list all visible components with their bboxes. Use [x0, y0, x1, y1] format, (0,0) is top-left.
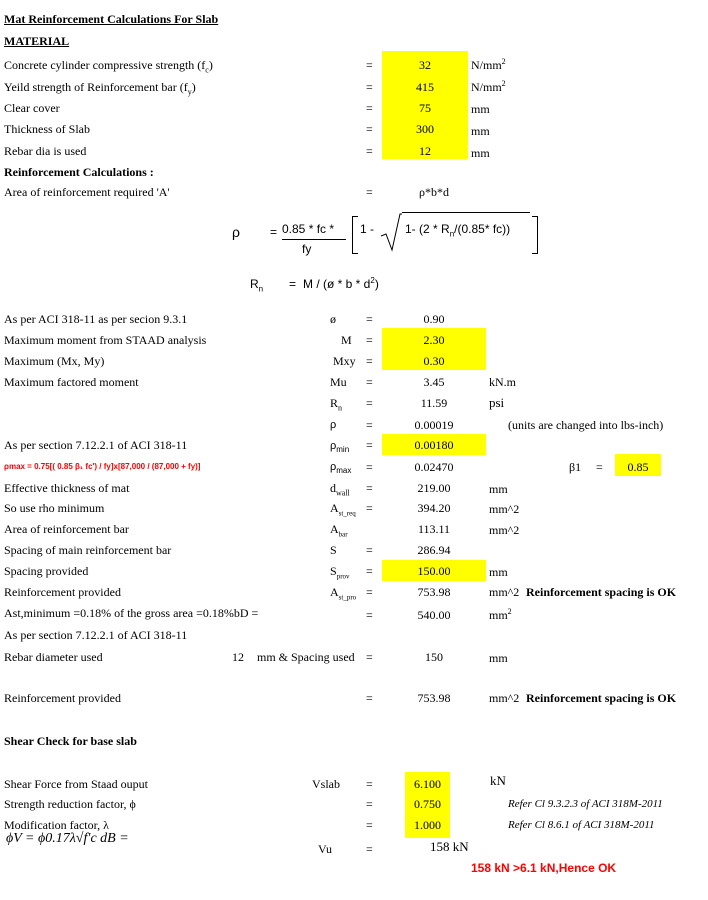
- row-value: 753.98: [417, 585, 451, 599]
- row-value: 3.45: [423, 375, 445, 389]
- vu-symbol: Vu: [318, 842, 332, 856]
- row-symbol: $\rho_{min}$: [330, 440, 350, 455]
- material-eq: =: [366, 122, 373, 136]
- shear-value: 0.750: [414, 797, 441, 811]
- row-symbol: ø: [330, 312, 336, 326]
- shear-ref: Refer Cl 9.3.2.3 of ACI 318M-2011: [508, 798, 663, 810]
- shear-value: 6.100: [414, 777, 441, 791]
- bracket-left-icon: [352, 216, 358, 254]
- rebar-used-eq: =: [366, 650, 373, 664]
- row-label: As per section 7.12.2.1 of ACI 318-11: [4, 438, 188, 452]
- conclusion: 158 kN >6.1 kN,Hence OK: [471, 861, 617, 875]
- row-eq: =: [366, 460, 373, 474]
- material-label-thickness: Thickness of Slab: [4, 122, 90, 136]
- material-eq: =: [366, 101, 373, 115]
- bracket-right-icon: [532, 216, 538, 254]
- shear-eq: =: [366, 818, 373, 832]
- rho-formula-eq: =: [270, 225, 278, 239]
- row-symbol: Mxy: [333, 354, 356, 368]
- row-unit: mm^2: [489, 585, 520, 599]
- sec7-label: As per section 7.12.2.1 of ACI 318-11: [4, 628, 188, 642]
- row-label: So use rho minimum: [4, 501, 105, 515]
- row-eq: =: [366, 375, 373, 389]
- area-req-label: Area of reinforcement required 'A': [4, 185, 170, 199]
- rho-formula: [230, 210, 550, 260]
- row-unit: mm^2: [489, 502, 520, 516]
- units-note: (units are changed into lbs-inch): [508, 418, 664, 432]
- spacing-ok-1: Reinforcement spacing is OK: [526, 585, 677, 599]
- row-eq: =: [366, 585, 373, 599]
- rho-formula-root: 1- ($2 * R_n/(0.85*$ fc)): [405, 222, 511, 239]
- row-symbol: $A_{st\_pro}$: [330, 585, 357, 602]
- beta1-value: 0.85: [627, 460, 649, 474]
- shear-symbol: Vslab: [312, 777, 340, 791]
- row-symbol: ρ: [330, 419, 337, 431]
- spacing-ok-2: Reinforcement spacing is OK: [526, 691, 677, 705]
- row-eq: =: [366, 543, 373, 557]
- row-value: 150.00: [417, 564, 451, 578]
- rn-formula-rhs: M / (ø * b * $d^2$): [303, 276, 379, 291]
- row-eq: =: [366, 354, 373, 368]
- row-eq: =: [366, 438, 373, 452]
- material-value-dia: 12: [419, 144, 431, 158]
- row-eq: =: [366, 333, 373, 347]
- row-eq: =: [366, 481, 373, 495]
- row-unit: mm: [489, 482, 508, 496]
- material-unit-thickness: mm: [471, 124, 490, 138]
- shear-label: Shear Force from Staad ouput: [4, 777, 148, 791]
- row-symbol: S: [330, 543, 337, 557]
- rho-formula-lhs: ρ: [232, 224, 240, 240]
- row-eq: =: [366, 312, 373, 326]
- row-unit: mm: [489, 565, 508, 579]
- reinf-prov2-label: Reinforcement provided: [4, 691, 121, 705]
- row-value: 394.20: [417, 501, 451, 515]
- row-value: 11.59: [420, 396, 448, 410]
- sqrt-bar: [402, 212, 530, 213]
- beta1-eq: =: [596, 460, 603, 474]
- shear-heading: Shear Check for base slab: [4, 734, 137, 748]
- shear-label: Modification factor, λ: [4, 818, 109, 832]
- row-eq: =: [366, 501, 373, 515]
- row-value: 2.30: [423, 333, 445, 347]
- row-symbol: $A_{st\_req}$: [330, 501, 356, 518]
- row-unit: psi: [489, 395, 505, 410]
- shear-label: Strength reduction factor, ϕ: [4, 797, 136, 811]
- rn-formula-lhs: $R_n$: [250, 277, 264, 294]
- material-eq: =: [366, 144, 373, 158]
- ast-min-value: 540.00: [417, 608, 451, 622]
- material-label-fc: Concrete cylinder compressive strength $(f_c)$: [4, 58, 213, 75]
- row-label: Spacing provided: [4, 564, 89, 578]
- material-value-cover: 75: [419, 101, 431, 115]
- row-label: Reinforcement provided: [4, 585, 121, 599]
- rho-formula-bracket-start: 1 -: [360, 222, 375, 236]
- ast-min-unit: $mm^2$: [489, 607, 512, 622]
- vu-value: 158 kN: [430, 839, 469, 854]
- row-label: Area of reinforcement bar: [4, 522, 129, 536]
- rho-formula-fraction-bar: [282, 239, 346, 240]
- area-req-formula: ρ*b*d: [419, 185, 449, 199]
- material-eq: =: [366, 80, 373, 94]
- material-eq: =: [366, 58, 373, 72]
- vu-eq: =: [366, 842, 373, 856]
- reinf-heading: Reinforcement Calculations :: [4, 165, 154, 179]
- row-label: As per ACI 318-11 as per secion 9.3.1: [4, 312, 188, 326]
- material-label-cover: Clear cover: [4, 101, 60, 115]
- row-unit: mm^2: [489, 523, 520, 537]
- reinf-prov2-value: 753.98: [417, 691, 451, 705]
- material-heading: MATERIAL: [4, 34, 70, 48]
- row-value: 0.30: [423, 354, 445, 368]
- beta1-label: β1: [569, 460, 582, 474]
- material-label-fy: Yeild strength of Reinforcement bar $(f_y)$: [4, 80, 196, 97]
- row-symbol: $S_{prov}$: [330, 564, 350, 581]
- rho-max-formula: ρmax = 0.75[( 0.85 β₁ fc') / fy]x[87,000 / (87,000 + fy)]: [4, 462, 201, 471]
- reinf-prov2-eq: =: [366, 691, 373, 705]
- row-symbol: $\rho_{max}$: [330, 461, 352, 476]
- row-label: Effective thickness of mat: [4, 481, 130, 495]
- row-value: 113.11: [417, 522, 451, 536]
- row-value: 0.90: [423, 312, 445, 326]
- row-value: 0.00180: [414, 438, 454, 452]
- material-unit-fc: $N/mm^2$: [471, 57, 506, 72]
- row-symbol: Mu: [330, 375, 347, 389]
- rebar-used-value: 150: [425, 650, 443, 664]
- row-label: Maximum (Mx, My): [4, 354, 105, 368]
- page-title: Mat Reinforcement Calculations For Slab: [4, 12, 219, 26]
- area-req-eq: =: [366, 185, 373, 199]
- rebar-used-dia: 12: [232, 650, 244, 664]
- row-value: 219.00: [417, 481, 451, 495]
- rebar-used-mid: mm & Spacing used: [257, 650, 355, 664]
- row-symbol: M: [341, 333, 352, 347]
- row-label: Maximum factored moment: [4, 375, 139, 389]
- vu-formula: ϕV = ϕ0.17λ√f′c dB =: [6, 831, 129, 846]
- shear-unit: kN: [490, 773, 506, 788]
- material-unit-dia: mm: [471, 146, 490, 160]
- rn-formula-eq: =: [289, 277, 297, 291]
- row-symbol: $d_{wall}$: [330, 481, 350, 498]
- rebar-used-unit: mm: [489, 651, 508, 665]
- shear-ref: Refer Cl 8.6.1 of ACI 318M-2011: [508, 819, 655, 831]
- ast-min-label: Ast,minimum =0.18% of the gross area =0.18%bD =: [4, 606, 259, 620]
- sqrt-icon: [380, 212, 402, 252]
- shear-eq: =: [366, 777, 373, 791]
- row-value: 0.02470: [414, 460, 454, 474]
- shear-eq: =: [366, 797, 373, 811]
- row-label: Spacing of main reinforcement bar: [4, 543, 172, 557]
- material-value-fy: 415: [416, 80, 434, 94]
- material-value-fc: 32: [419, 58, 431, 72]
- material-label-dia: Rebar dia is used: [4, 144, 87, 158]
- row-eq: =: [366, 564, 373, 578]
- reinf-prov2-unit: mm^2: [489, 691, 520, 705]
- material-value-thickness: 300: [416, 122, 434, 136]
- rho-formula-den: fy: [302, 242, 312, 256]
- row-label: Maximum moment from STAAD analysis: [4, 333, 207, 347]
- rho-formula-num: 0.85 * fc *: [282, 222, 335, 236]
- row-value: 286.94: [417, 543, 451, 557]
- row-value: 0.00019: [414, 418, 454, 432]
- rebar-used-label: Rebar diameter used: [4, 650, 103, 664]
- row-symbol: $A_{bar}$: [330, 522, 348, 539]
- shear-value: 1.000: [414, 818, 441, 832]
- row-eq: =: [366, 418, 373, 432]
- row-symbol: $R_n$: [330, 396, 343, 413]
- material-unit-fy: $N/mm^2$: [471, 79, 506, 94]
- ast-min-eq: =: [366, 608, 373, 622]
- row-unit: kN.m: [489, 375, 516, 389]
- row-eq: =: [366, 396, 373, 410]
- material-unit-cover: mm: [471, 102, 490, 116]
